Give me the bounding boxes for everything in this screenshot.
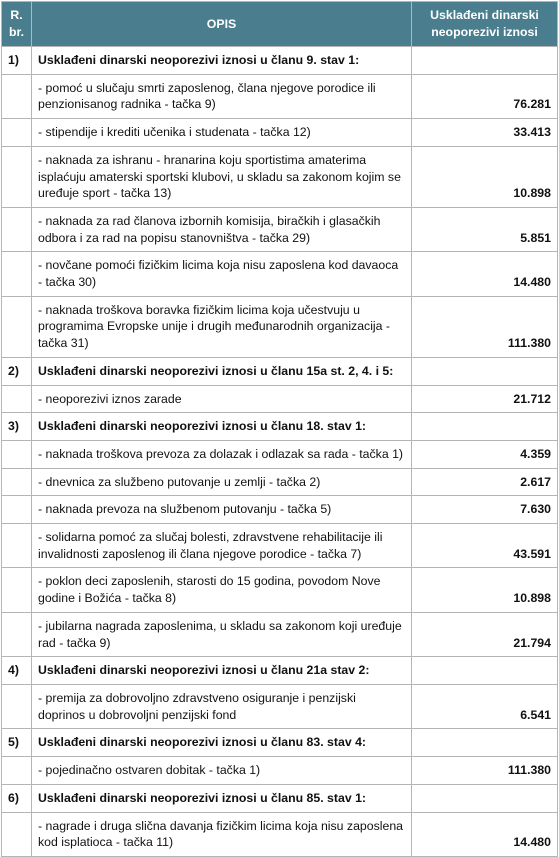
table-row xyxy=(2,385,558,413)
row-amount: 2.617 xyxy=(412,468,558,496)
row-amount: 5.851 xyxy=(412,207,558,251)
row-amount: 4.359 xyxy=(412,440,558,468)
row-amount: 43.591 xyxy=(412,524,558,568)
row-number xyxy=(2,812,32,856)
row-number xyxy=(2,468,32,496)
table-header xyxy=(2,2,558,47)
row-number xyxy=(2,119,32,147)
row-number xyxy=(2,252,32,296)
row-number xyxy=(2,440,32,468)
section-title: Usklađeni dinarski neoporezivi iznosi u članu 18. stav 1: xyxy=(32,413,412,441)
section-row xyxy=(2,47,558,75)
header-value: Usklađeni dinarski neoporezivi iznosi xyxy=(412,2,558,47)
row-number xyxy=(2,74,32,118)
table-row xyxy=(2,524,558,568)
table-row xyxy=(2,496,558,524)
row-amount xyxy=(412,47,558,75)
row-description: - naknada troškova boravka fizičkim licima koja učestvuju u programima Evropske unije i drugih međunarodnih organizacija - tačka 31) xyxy=(32,296,412,357)
section-title: Usklađeni dinarski neoporezivi iznosi u članu 9. stav 1: xyxy=(32,47,412,75)
row-number xyxy=(2,757,32,785)
row-number: 2) xyxy=(2,357,32,385)
table-row xyxy=(2,568,558,612)
row-number: 6) xyxy=(2,784,32,812)
table-row xyxy=(2,207,558,251)
row-number xyxy=(2,207,32,251)
row-amount: 111.380 xyxy=(412,296,558,357)
row-number xyxy=(2,496,32,524)
row-number xyxy=(2,296,32,357)
row-number xyxy=(2,612,32,656)
row-amount: 33.413 xyxy=(412,119,558,147)
section-title: Usklađeni dinarski neoporezivi iznosi u članu 15a st. 2, 4. i 5: xyxy=(32,357,412,385)
row-description: - pomoć u slučaju smrti zaposlenog, člana njegove porodice ili penzionisanog radnika - tačka 9) xyxy=(32,74,412,118)
row-amount xyxy=(412,357,558,385)
header-row xyxy=(2,2,558,47)
row-description: - naknada troškova prevoza za dolazak i odlazak sa rada - tačka 1) xyxy=(32,440,412,468)
row-amount: 111.380 xyxy=(412,757,558,785)
row-number: 3) xyxy=(2,413,32,441)
row-description: - poklon deci zaposlenih, starosti do 15 godina, povodom Nove godine i Božića - tačka 8) xyxy=(32,568,412,612)
row-amount: 7.630 xyxy=(412,496,558,524)
table-row xyxy=(2,119,558,147)
row-amount: 10.898 xyxy=(412,568,558,612)
row-amount xyxy=(412,413,558,441)
row-description: - stipendije i krediti učenika i studenata - tačka 12) xyxy=(32,119,412,147)
row-description: - naknada za ishranu - hranarina koju sportistima amaterima isplaćuju amaterski sportski klubovi, u skladu sa zakonom kojim se uređuje sport - tačka 13) xyxy=(32,146,412,207)
row-amount xyxy=(412,729,558,757)
row-amount: 6.541 xyxy=(412,684,558,728)
section-row xyxy=(2,413,558,441)
table-row xyxy=(2,812,558,856)
table-row xyxy=(2,296,558,357)
row-description: - neoporezivi iznos zarade xyxy=(32,385,412,413)
row-description: - solidarna pomoć za slučaj bolesti, zdravstvene rehabilitacije ili invalidnosti zaposlenog ili člana njegove porodice - tačka 7) xyxy=(32,524,412,568)
table-row xyxy=(2,612,558,656)
section-title: Usklađeni dinarski neoporezivi iznosi u članu 21a stav 2: xyxy=(32,657,412,685)
row-number xyxy=(2,568,32,612)
table-row xyxy=(2,74,558,118)
row-description: - naknada prevoza na službenom putovanju - tačka 5) xyxy=(32,496,412,524)
row-description: - novčane pomoći fizičkim licima koja nisu zaposlena kod davaoca - tačka 30) xyxy=(32,252,412,296)
row-number: 5) xyxy=(2,729,32,757)
row-number: 4) xyxy=(2,657,32,685)
table-row xyxy=(2,468,558,496)
row-description: - nagrade i druga slična davanja fizičkim licima koja nisu zaposlena kod isplatioca - tačka 11) xyxy=(32,812,412,856)
row-amount: 14.480 xyxy=(412,252,558,296)
row-amount: 21.712 xyxy=(412,385,558,413)
header-rbr: R. br. xyxy=(2,2,32,47)
row-description: - premija za dobrovoljno zdravstveno osiguranje i penzijski doprinos u dobrovoljni penzijski fond xyxy=(32,684,412,728)
section-row xyxy=(2,357,558,385)
table-row xyxy=(2,252,558,296)
non-taxable-amounts-table xyxy=(1,1,558,857)
table-body xyxy=(2,47,558,857)
row-number: 1) xyxy=(2,47,32,75)
section-row xyxy=(2,729,558,757)
row-number xyxy=(2,524,32,568)
row-number xyxy=(2,684,32,728)
row-amount: 21.794 xyxy=(412,612,558,656)
header-opis: OPIS xyxy=(32,2,412,47)
table-row xyxy=(2,146,558,207)
row-description: - dnevnica za službeno putovanje u zemlji - tačka 2) xyxy=(32,468,412,496)
row-amount xyxy=(412,784,558,812)
row-amount: 76.281 xyxy=(412,74,558,118)
section-row xyxy=(2,784,558,812)
row-amount xyxy=(412,657,558,685)
section-title: Usklađeni dinarski neoporezivi iznosi u članu 85. stav 1: xyxy=(32,784,412,812)
row-number xyxy=(2,385,32,413)
row-description: - naknada za rad članova izbornih komisija, biračkih i glasačkih odbora i za rad na popisu stanovništva - tačka 29) xyxy=(32,207,412,251)
section-title: Usklađeni dinarski neoporezivi iznosi u članu 83. stav 4: xyxy=(32,729,412,757)
row-amount: 10.898 xyxy=(412,146,558,207)
section-row xyxy=(2,657,558,685)
row-amount: 14.480 xyxy=(412,812,558,856)
table-row xyxy=(2,684,558,728)
table-row xyxy=(2,440,558,468)
row-number xyxy=(2,146,32,207)
row-description: - jubilarna nagrada zaposlenima, u skladu sa zakonom koji uređuje rad - tačka 9) xyxy=(32,612,412,656)
table-row xyxy=(2,757,558,785)
row-description: - pojedinačno ostvaren dobitak - tačka 1) xyxy=(32,757,412,785)
